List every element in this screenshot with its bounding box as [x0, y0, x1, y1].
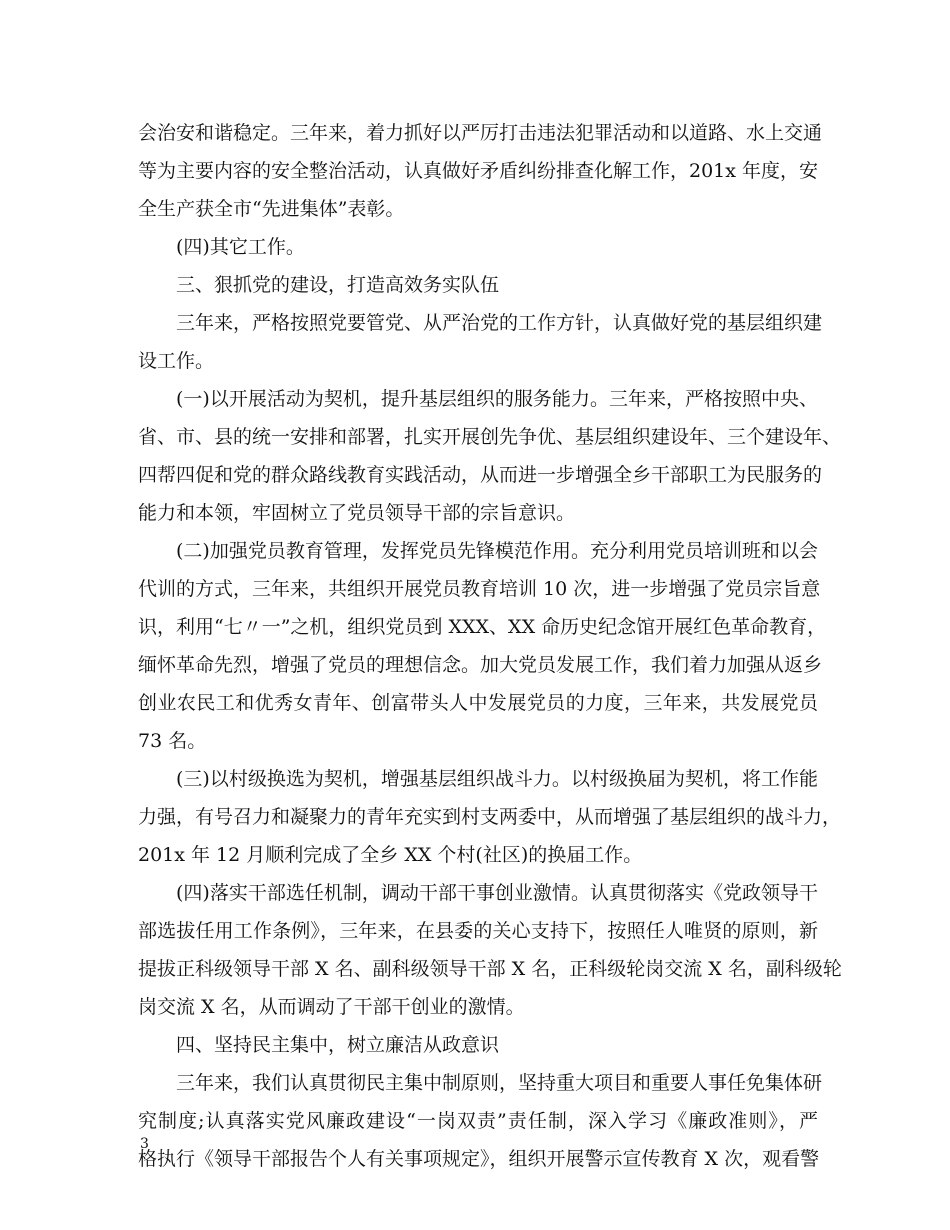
text-line: 识，利用“七〃一”之机，组织党员到 XXX、XX 命历史纪念馆开展红色革命教育， — [138, 616, 827, 638]
text-line: 代训的方式，三年来，共组织开展党员教育培训 10 次，进一步增强了党员宗旨意 — [138, 578, 821, 600]
document-body — [138, 114, 842, 1178]
text-line: 格执行《领导干部报告个人有关事项规定》，组织开展警示宣传教育 X 次，观看警 — [138, 1148, 820, 1170]
text-line: (四)落实干部选任机制，调动干部干事创业激情。认真贯彻落实《党政领导干 — [176, 882, 818, 904]
text-line: 缅怀革命先烈，增强了党员的理想信念。加大党员发展工作，我们着力加强从返乡 — [138, 654, 823, 676]
page-number: 3 — [140, 1136, 149, 1152]
text-line: (一)以开展活动为契机，提升基层组织的服务能力。三年来，严格按照中央、 — [176, 388, 818, 410]
text-line: 设工作。 — [138, 350, 215, 372]
text-line: 四帮四促和党的群众路线教育实践活动，从而进一步增强全乡干部职工为民服务的 — [138, 464, 823, 486]
text-line: 究制度;认真落实党风廉政建设“一岗双责”责任制，深入学习《廉政准则》，严 — [138, 1110, 818, 1132]
text-line: 201x 年 12 月顺利完成了全乡 XX 个村(社区)的换届工作。 — [138, 844, 643, 866]
text-line: 会治安和谐稳定。三年来，着力抓好以严厉打击违法犯罪活动和以道路、水上交通 — [138, 122, 823, 144]
section-heading: (四)其它工作。 — [176, 236, 305, 258]
section-heading: 四、坚持民主集中，树立廉洁从政意识 — [176, 1034, 500, 1056]
text-line: 省、市、县的统一安排和部署，扎实开展创先争优、基层组织建设年、三个建设年、 — [138, 426, 842, 448]
text-line: 73 名。 — [138, 730, 207, 752]
text-line: 三年来，严格按照党要管党、从严治党的工作方针，认真做好党的基层组织建 — [176, 312, 823, 334]
text-line: 全生产获全市“先进集体”表彰。 — [138, 198, 405, 220]
text-line: 等为主要内容的安全整治活动，认真做好矛盾纠纷排查化解工作，201x 年度，安 — [138, 160, 819, 182]
text-line: 创业农民工和优秀女青年、创富带头人中发展党员的力度，三年来，共发展党员 — [138, 692, 818, 714]
text-line: 提拔正科级领导干部 X 名、副科级领导干部 X 名，正科级轮岗交流 X 名，副科级轮 — [138, 958, 842, 980]
text-line: (三)以村级换选为契机，增强基层组织战斗力。以村级换届为契机，将工作能 — [176, 768, 818, 790]
text-line: 部选拔任用工作条例》，三年来，在县委的关心支持下，按照任人唯贤的原则，新 — [138, 920, 818, 942]
section-heading: 三、狠抓党的建设，打造高效务实队伍 — [176, 274, 500, 296]
text-line: 能力和本领，牢固树立了党员领导干部的宗旨意识。 — [138, 502, 576, 524]
text-line: 岗交流 X 名，从而调动了干部干创业的激情。 — [138, 996, 525, 1018]
text-line: 三年来，我们认真贯彻民主集中制原则，坚持重大项目和重要人事任免集体研 — [176, 1072, 823, 1094]
text-line: (二)加强党员教育管理，发挥党员先锋模范作用。充分利用党员培训班和以会 — [176, 540, 818, 562]
text-line: 力强，有号召力和凝聚力的青年充实到村支两委中，从而增强了基层组织的战斗力， — [138, 806, 842, 828]
